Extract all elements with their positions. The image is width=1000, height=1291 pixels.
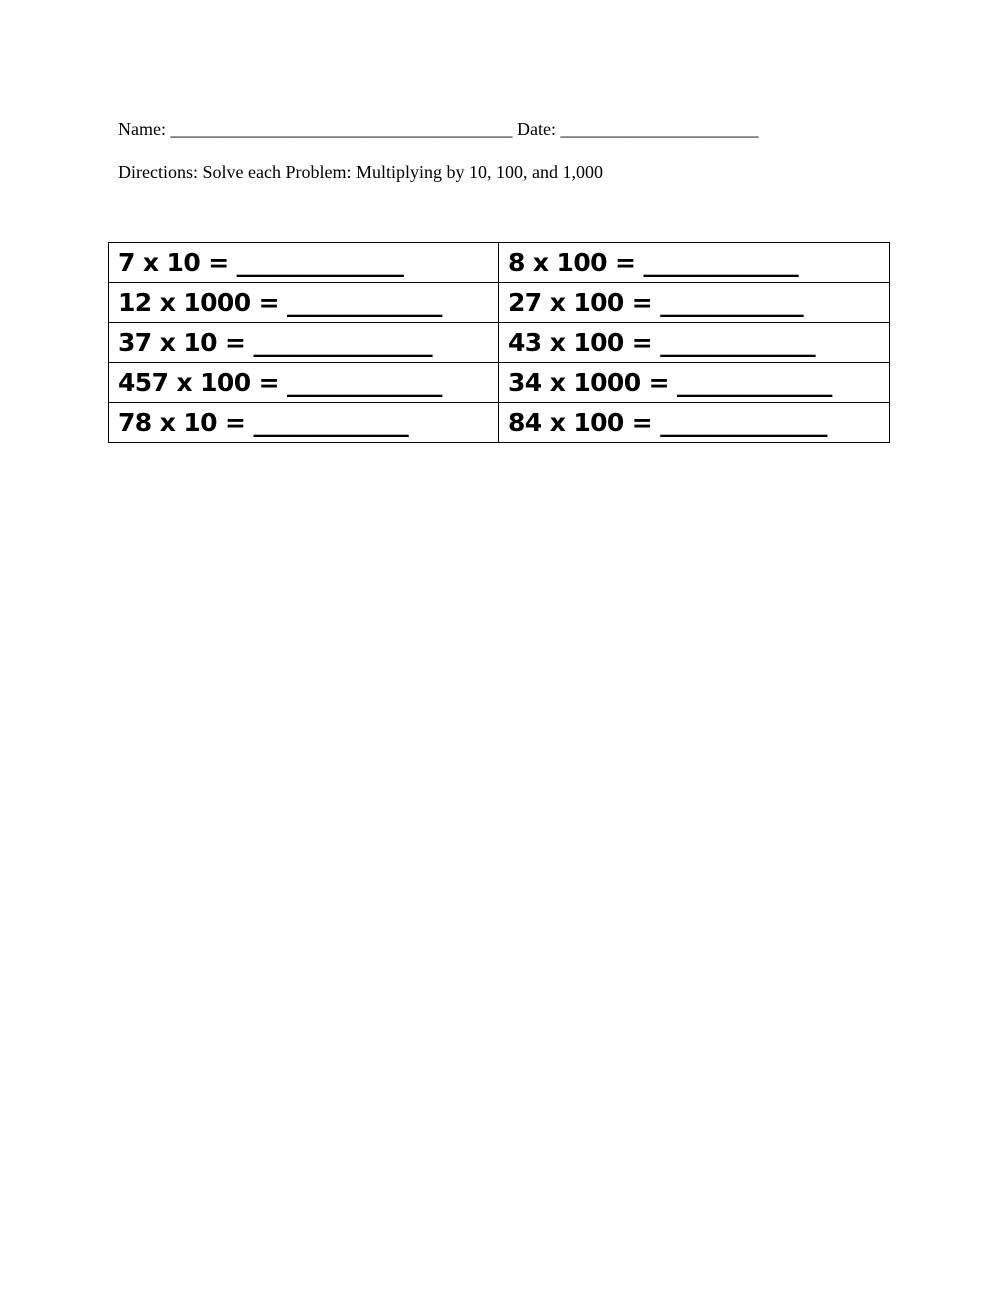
problem-cell[interactable]: 78 x 10 = _____________ xyxy=(109,403,499,443)
name-date-line xyxy=(118,118,758,140)
problem-cell[interactable]: 27 x 100 = ____________ xyxy=(499,283,890,323)
problem-cell[interactable]: 37 x 10 = _______________ xyxy=(109,323,499,363)
directions-text: Directions: Solve each Problem: Multiplying by 10, 100, and 1,000 xyxy=(118,162,603,182)
table-row xyxy=(109,243,890,283)
name-blank[interactable]: ______________________________________ xyxy=(170,119,513,139)
problem-cell[interactable]: 8 x 100 = _____________ xyxy=(499,243,890,283)
table-row xyxy=(109,363,890,403)
date-label: Date: xyxy=(516,119,556,139)
problems-table xyxy=(108,242,890,443)
problem-cell[interactable]: 43 x 100 = _____________ xyxy=(499,323,890,363)
table-row xyxy=(109,403,890,443)
problem-cell[interactable]: 457 x 100 = _____________ xyxy=(109,363,499,403)
problem-cell[interactable]: 12 x 1000 = _____________ xyxy=(109,283,499,323)
problem-cell[interactable]: 84 x 100 = ______________ xyxy=(499,403,890,443)
name-label: Name: xyxy=(118,119,166,139)
problem-cell[interactable]: 34 x 1000 = _____________ xyxy=(499,363,890,403)
problem-cell[interactable]: 7 x 10 = ______________ xyxy=(109,243,499,283)
date-blank[interactable]: ______________________ xyxy=(560,119,759,139)
table-row xyxy=(109,283,890,323)
table-row xyxy=(109,323,890,363)
